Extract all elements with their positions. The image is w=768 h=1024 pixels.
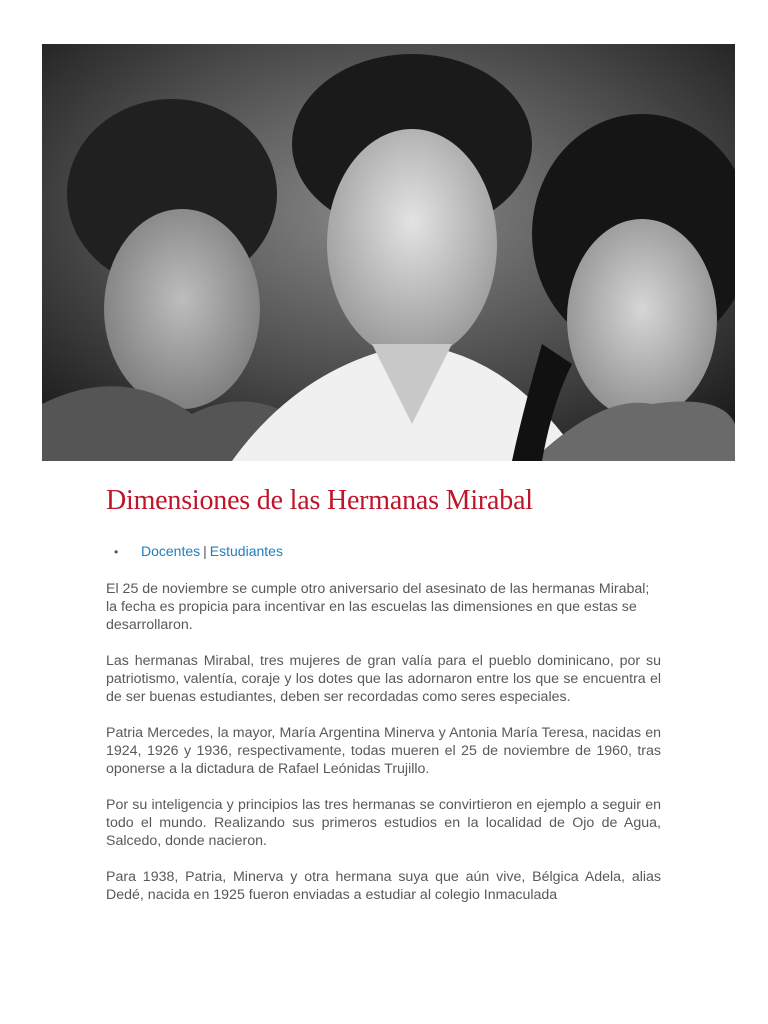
tag-link-estudiantes[interactable]: Estudiantes: [209, 543, 283, 559]
paragraph: Patria Mercedes, la mayor, María Argentina Minerva y Antonia María Teresa, nacidas en 1924, 1926 y 1936, respectivamente, todas mueren el 25 de noviembre de 1960, tras oponerse a la dictadura de Rafael Leónidas Trujillo.: [106, 725, 661, 777]
tag-separator: |: [203, 543, 207, 559]
article-title: Dimensiones de las Hermanas Mirabal: [106, 485, 533, 516]
bullet-icon: •: [114, 545, 119, 559]
paragraph: El 25 de noviembre se cumple otro aniversario del asesinato de las hermanas Mirabal; la fecha es propicia para incentivar en las escuelas las dimensiones en que estas se desarrollaron.: [106, 581, 650, 633]
article-body: [106, 580, 661, 922]
paragraph: Por su inteligencia y principios las tres hermanas se convirtieron en ejemplo a seguir en todo el mundo. Realizando sus primeros estudios en la localidad de Ojo de Agua, Salcedo, donde nacieron.: [106, 797, 661, 849]
tag-list: [114, 543, 283, 559]
portrait-image: [42, 44, 735, 461]
paragraph: Las hermanas Mirabal, tres mujeres de gran valía para el pueblo dominicano, por su patriotismo, valentía, coraje y los dotes que las adornaron entre los que se encuentra el de ser buenas estudiantes, deben ser recordadas como seres especiales.: [106, 653, 661, 705]
hero-photo: [42, 44, 735, 461]
paragraph: Para 1938, Patria, Minerva y otra hermana suya que aún vive, Bélgica Adela, alias Dedé, nacida en 1925 fueron enviadas a estudiar al colegio Inmaculada: [106, 869, 661, 903]
tag-link-docentes[interactable]: Docentes: [141, 543, 201, 559]
